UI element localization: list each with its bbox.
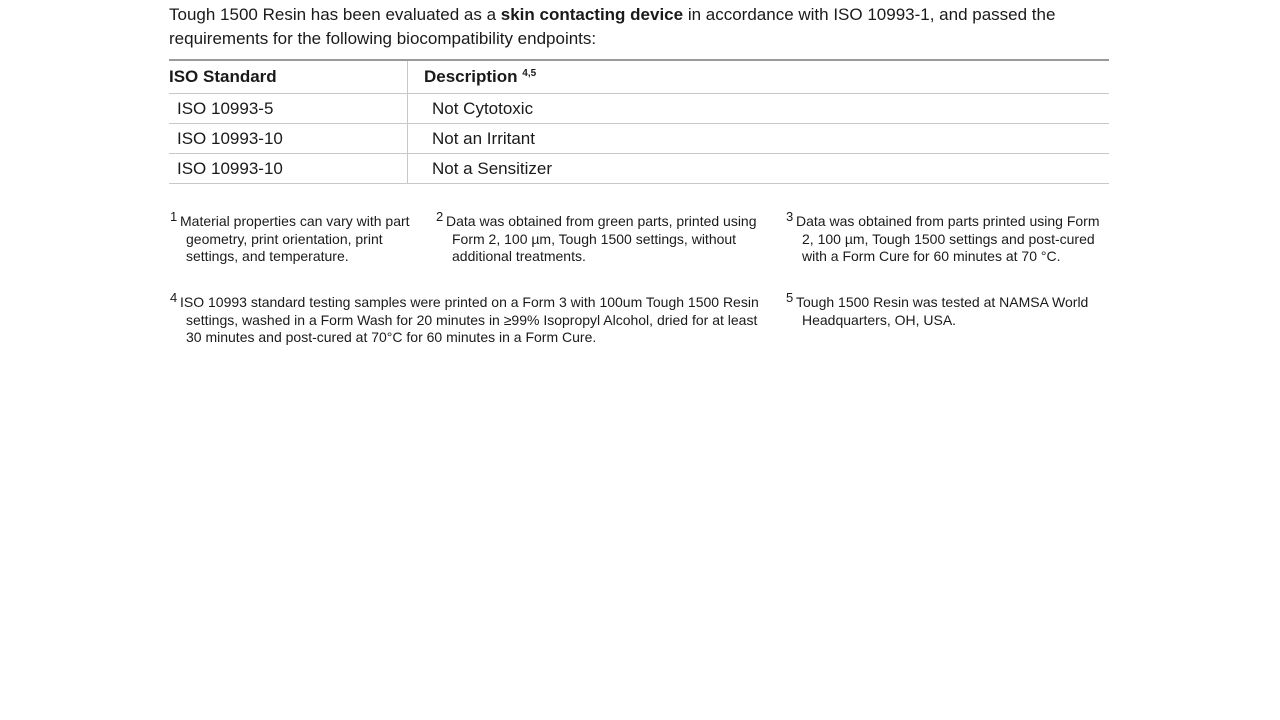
footnote-text: Data was obtained from green parts, printed using Form 2, 100 µm, Tough 1500 settings, without additional treatments.: [446, 213, 757, 264]
footnote-1: [170, 209, 420, 266]
footnote-text: ISO 10993 standard testing samples were printed on a Form 3 with 100um Tough 1500 Resin settings, washed in a Form Wash for 20 minutes in ≥99% Isopropyl Alcohol, dried for at least 30 minutes and post-cured at 70°C for 60 minutes in a Form Cure.: [180, 294, 759, 345]
header-description: [408, 60, 1110, 94]
footnote-2: [436, 209, 766, 266]
footnote-3: [786, 209, 1106, 266]
table-row: [169, 154, 1109, 184]
biocompatibility-table: [169, 59, 1109, 184]
intro-text-after: in accordance with ISO 10993-1, and passed the requirements for the following biocompatibility endpoints:: [169, 5, 1056, 48]
table-cell-description: Not an Irritant: [408, 124, 1110, 154]
footnote-number: 3: [786, 209, 794, 224]
table-cell-standard: ISO 10993-10: [169, 154, 408, 184]
footnote-number: 2: [436, 209, 444, 224]
table-row: [169, 124, 1109, 154]
header-iso-standard: ISO Standard: [169, 60, 408, 94]
footnote-4: [170, 290, 770, 347]
table-cell-standard: ISO 10993-10: [169, 124, 408, 154]
table-cell-standard: ISO 10993-5: [169, 94, 408, 124]
intro-bold-text: skin contacting device: [500, 5, 684, 24]
footnote-text: Tough 1500 Resin was tested at NAMSA World Headquarters, OH, USA.: [796, 294, 1089, 328]
table-cell-description: Not Cytotoxic: [408, 94, 1110, 124]
table-row: [169, 94, 1109, 124]
table-cell-description: Not a Sensitizer: [408, 154, 1110, 184]
header-description-footnote-ref: 4,5: [522, 68, 537, 79]
intro-paragraph: [169, 3, 1109, 51]
footnote-text: Data was obtained from parts printed using Form 2, 100 µm, Tough 1500 settings and post-cured with a Form Cure for 60 minutes at 70 °C.: [796, 213, 1100, 264]
footnote-number: 5: [786, 290, 794, 305]
footnote-5: [786, 290, 1106, 329]
table-header-row: [169, 60, 1109, 94]
header-description-label: Description: [424, 67, 518, 86]
footnote-number: 1: [170, 209, 178, 224]
intro-text-before: Tough 1500 Resin has been evaluated as a: [169, 5, 501, 24]
footnote-number: 4: [170, 290, 178, 305]
footnote-text: Material properties can vary with part geometry, print orientation, print settings, and temperature.: [180, 213, 410, 264]
